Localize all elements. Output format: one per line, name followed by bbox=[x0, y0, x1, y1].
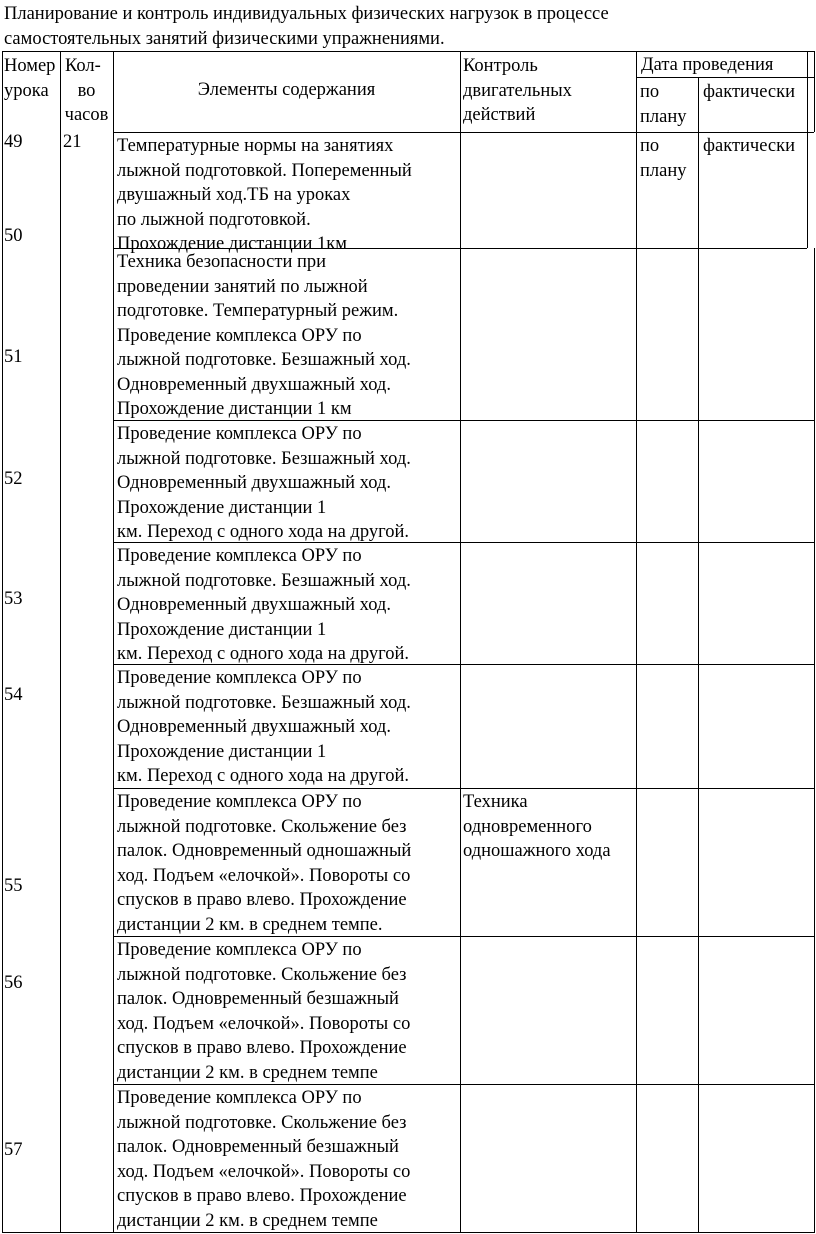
content-text: Одновременный двухшажный ход. bbox=[117, 717, 391, 737]
content-text: км. Переход с одного хода на другой. bbox=[117, 522, 409, 542]
content-text: Проведение комплекса ОРУ по bbox=[117, 940, 362, 960]
header-date-fact: фактически bbox=[703, 82, 796, 102]
content-text: лыжной подготовке. Скольжение без bbox=[117, 1112, 407, 1133]
content-text: Прохождение дистанции 1 bbox=[117, 741, 327, 762]
header-date: Дата проведения bbox=[641, 55, 774, 75]
content-text: лыжной подготовкой. Попеременный bbox=[117, 160, 412, 181]
lesson-number: 49 bbox=[4, 132, 23, 152]
header-control: Контроль bbox=[463, 56, 538, 76]
content-text: проведении занятий по лыжной bbox=[117, 276, 368, 297]
column-border bbox=[460, 51, 461, 1233]
content-text: Прохождение дистанции 1 bbox=[117, 497, 327, 518]
table-left-border bbox=[2, 51, 3, 1233]
column-border bbox=[698, 77, 699, 1233]
hours-value: 21 bbox=[63, 132, 82, 152]
content-text: подготовке. Температурный режим. bbox=[117, 301, 399, 321]
lesson-number: 55 bbox=[4, 876, 23, 896]
lesson-number: 54 bbox=[4, 685, 23, 705]
content-text: Проведение комплекса ОРУ по bbox=[117, 668, 362, 688]
content-text: лыжной подготовке. Скольжение без bbox=[117, 964, 407, 985]
title-line: самостоятельных занятий физическими упражнениями. bbox=[4, 29, 445, 49]
header-hours: во bbox=[77, 80, 96, 101]
lesson-number: 56 bbox=[4, 973, 23, 993]
column-border bbox=[807, 51, 808, 77]
title-line: Планирование и контроль индивидуальных физических нагрузок в процессе bbox=[4, 4, 609, 24]
lesson-number: 51 bbox=[4, 347, 23, 367]
table-right-border bbox=[814, 51, 815, 77]
table-right-border bbox=[814, 248, 815, 1233]
content-text: ход. Подъем «елочкой». Повороты со bbox=[117, 1161, 411, 1182]
date-plan-text: плану bbox=[640, 160, 687, 181]
control-text: одношажного хода bbox=[463, 841, 611, 861]
content-text: Одновременный двухшажный ход. bbox=[117, 595, 391, 615]
header-bottom-border bbox=[113, 132, 814, 133]
lesson-number: 50 bbox=[4, 226, 23, 246]
content-text: км. Переход с одного хода на другой. bbox=[117, 766, 409, 786]
header-lesson-number: урока bbox=[4, 80, 49, 101]
content-text: палок. Одновременный безшажный bbox=[117, 989, 399, 1009]
content-text: палок. Одновременный одношажный bbox=[117, 841, 412, 861]
content-text: спусков в право влево. Прохождение bbox=[117, 1038, 407, 1058]
content-text: ход. Подъем «елочкой». Повороты со bbox=[117, 1013, 411, 1034]
content-text: спусков в право влево. Прохождение bbox=[117, 890, 407, 910]
lesson-number: 53 bbox=[4, 589, 23, 609]
header-date-plan: плану bbox=[640, 106, 687, 127]
column-border bbox=[60, 51, 61, 1233]
header-content: Элементы содержания bbox=[197, 80, 376, 100]
content-text: дистанции 2 км. в среднем темпе bbox=[117, 1062, 378, 1083]
content-text: Проведение комплекса ОРУ по bbox=[117, 1088, 362, 1108]
document-title bbox=[4, 2, 804, 52]
content-text: дистанции 2 км. в среднем темпе. bbox=[117, 914, 383, 935]
content-text: лыжной подготовке. Скольжение без bbox=[117, 816, 407, 837]
content-text: Прохождение дистанции 1км bbox=[117, 234, 347, 254]
control-text: Техника bbox=[463, 792, 528, 812]
header-date-plan: по bbox=[640, 82, 660, 102]
content-text: по лыжной подготовкой. bbox=[117, 209, 311, 230]
content-text: Проведение комплекса ОРУ по bbox=[117, 546, 362, 566]
content-text: Одновременный двухшажный ход. bbox=[117, 374, 391, 395]
header-hours: Кол- bbox=[65, 56, 101, 76]
content-text: лыжной подготовке. Безшажный ход. bbox=[117, 448, 411, 469]
content-text: Техника безопасности при bbox=[117, 252, 327, 272]
content-text: лыжной подготовке. Безшажный ход. bbox=[117, 692, 411, 713]
content-text: Прохождение дистанции 1 bbox=[117, 619, 327, 640]
content-text: двушажный ход.ТБ на уроках bbox=[117, 185, 351, 205]
content-text: Проведение комплекса ОРУ по bbox=[117, 792, 362, 812]
content-text: ход. Подъем «елочкой». Повороты со bbox=[117, 865, 411, 886]
header-lesson-number: Номер bbox=[4, 56, 56, 76]
content-text: палок. Одновременный безшажный bbox=[117, 1137, 399, 1157]
table-right-border bbox=[814, 77, 815, 132]
content-text: Одновременный двухшажный ход. bbox=[117, 473, 391, 493]
column-border bbox=[636, 51, 637, 1233]
control-text: одновременного bbox=[463, 816, 592, 837]
table-top-border bbox=[2, 51, 814, 52]
content-text: лыжной подготовке. Безшажный ход. bbox=[117, 570, 411, 591]
header-control: двигательных bbox=[463, 80, 572, 101]
content-text: Прохождение дистанции 1 км bbox=[117, 399, 352, 419]
header-control: действий bbox=[463, 105, 536, 125]
column-border bbox=[113, 51, 114, 1233]
content-text: км. Переход с одного хода на другой. bbox=[117, 644, 409, 664]
header-hours: часов bbox=[64, 105, 109, 125]
content-text: Проведение комплекса ОРУ по bbox=[117, 325, 362, 346]
content-text: спусков в право влево. Прохождение bbox=[117, 1186, 407, 1206]
lesson-number: 52 bbox=[4, 469, 23, 489]
content-text: Температурные нормы на занятиях bbox=[117, 136, 394, 156]
date-plan-text: по bbox=[640, 136, 660, 156]
content-text: дистанции 2 км. в среднем темпе bbox=[117, 1210, 378, 1231]
content-text: Проведение комплекса ОРУ по bbox=[117, 424, 362, 444]
column-border bbox=[807, 77, 808, 248]
content-text: лыжной подготовке. Безшажный ход. bbox=[117, 350, 411, 370]
date-fact-text: фактически bbox=[703, 136, 796, 156]
lesson-number: 57 bbox=[4, 1140, 23, 1160]
